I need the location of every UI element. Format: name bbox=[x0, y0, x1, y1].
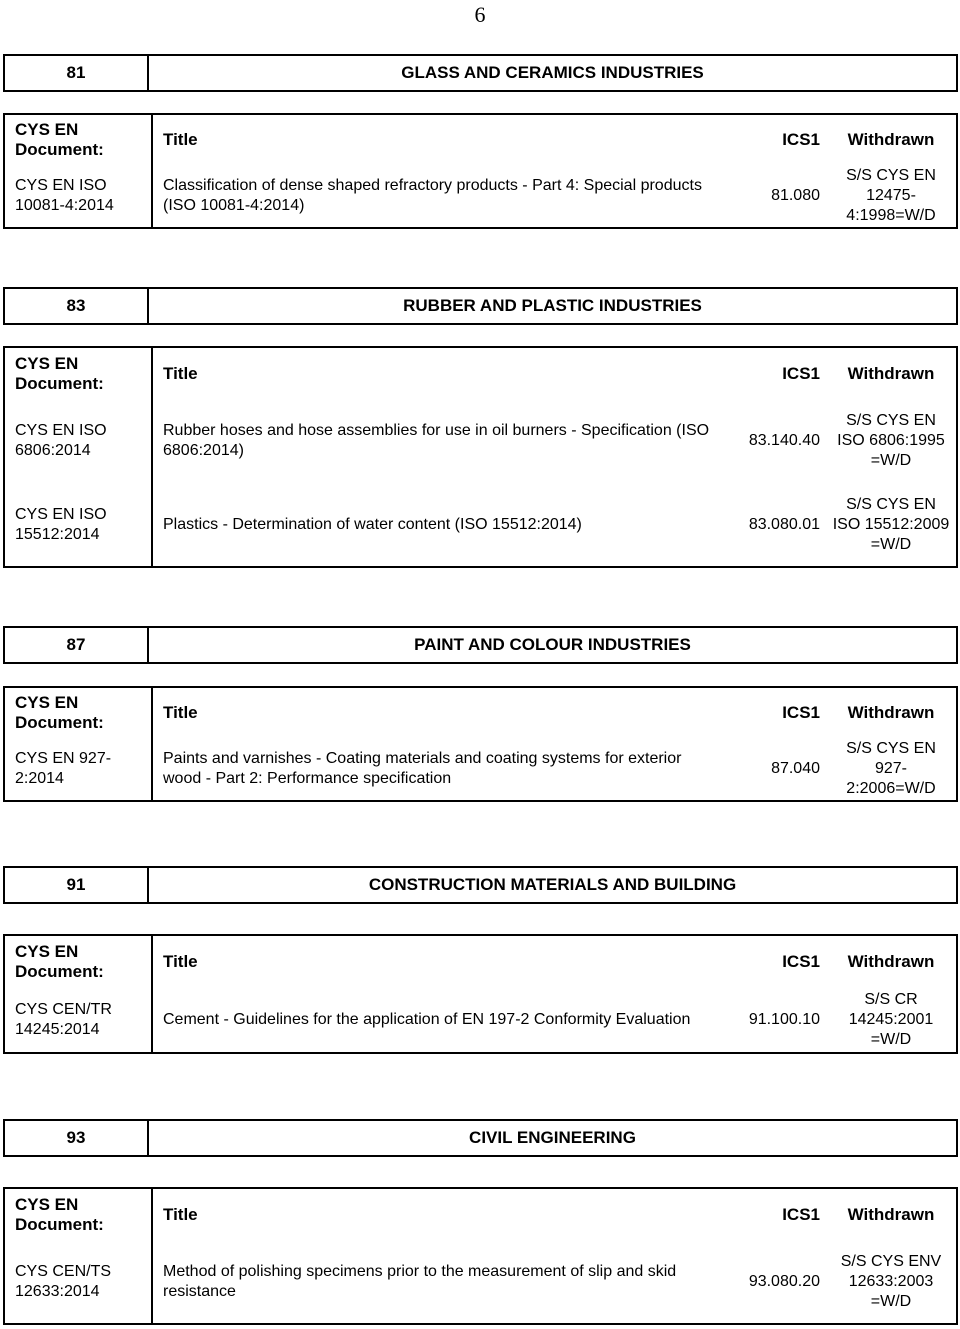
header-title: Title bbox=[163, 129, 198, 149]
doc-title: Method of polishing specimens prior to the measurement of slip and skid resistance bbox=[163, 1262, 677, 1300]
table-header-row bbox=[4, 347, 957, 399]
doc-withdrawn: S/S CYS EN ISO 15512:2009 =W/D bbox=[832, 495, 950, 553]
section-table-81 bbox=[3, 113, 958, 229]
table-row bbox=[4, 737, 957, 801]
section-name: CIVIL ENGINEERING bbox=[469, 1128, 636, 1147]
section-table-91 bbox=[3, 934, 958, 1054]
header-ics: ICS1 bbox=[782, 129, 820, 149]
section-table-87 bbox=[3, 686, 958, 802]
section-header-83 bbox=[3, 287, 958, 325]
header-document: CYS EN Document: bbox=[4, 687, 152, 737]
doc-title: Cement - Guidelines for the application of EN 197-2 Conformity Evaluation bbox=[163, 1010, 691, 1028]
doc-number: CYS CEN/TR 14245:2014 bbox=[4, 987, 152, 1053]
doc-title: Rubber hoses and hose assemblies for use in oil burners - Specification (ISO 6806:2014) bbox=[163, 422, 710, 459]
doc-ics: 81.080 bbox=[771, 186, 820, 204]
table-row bbox=[4, 987, 957, 1053]
section-name: RUBBER AND PLASTIC INDUSTRIES bbox=[403, 296, 702, 315]
doc-number: CYS EN ISO 6806:2014 bbox=[4, 399, 152, 483]
doc-title: Paints and varnishes - Coating materials and coating systems for exterior wood - Part 2: Performance specification bbox=[163, 749, 682, 787]
header-ics: ICS1 bbox=[782, 951, 820, 971]
header-withdrawn: Withdrawn bbox=[847, 951, 935, 971]
section-code: 91 bbox=[5, 868, 149, 902]
header-withdrawn: Withdrawn bbox=[847, 363, 935, 383]
section-code: 93 bbox=[5, 1121, 149, 1155]
header-withdrawn: Withdrawn bbox=[847, 1204, 935, 1224]
section-table-93 bbox=[3, 1187, 958, 1325]
doc-withdrawn: S/S CR 14245:2001 =W/D bbox=[848, 990, 934, 1048]
doc-withdrawn: S/S CYS EN 12475-4:1998=W/D bbox=[846, 166, 936, 224]
table-row bbox=[4, 399, 957, 483]
section-name: PAINT AND COLOUR INDUSTRIES bbox=[414, 635, 691, 654]
doc-withdrawn: S/S CYS EN ISO 6806:1995 =W/D bbox=[837, 412, 945, 469]
doc-ics: 83.140.40 bbox=[748, 432, 820, 449]
section-table-83 bbox=[3, 346, 958, 568]
section-header-91 bbox=[3, 866, 958, 904]
doc-ics: 91.100.10 bbox=[748, 1010, 820, 1028]
header-title: Title bbox=[163, 1204, 198, 1224]
table-header-row bbox=[4, 1188, 957, 1240]
section-code: 87 bbox=[5, 628, 149, 662]
table-row bbox=[4, 1240, 957, 1324]
doc-ics: 83.080.01 bbox=[748, 515, 820, 533]
header-title: Title bbox=[163, 951, 198, 971]
table-header-row bbox=[4, 114, 957, 164]
table-row bbox=[4, 164, 957, 228]
doc-withdrawn: S/S CYS EN 927-2:2006=W/D bbox=[846, 739, 936, 797]
doc-ics: 93.080.20 bbox=[748, 1272, 820, 1290]
header-title: Title bbox=[163, 702, 198, 722]
doc-ics: 87.040 bbox=[771, 759, 820, 777]
section-header-81 bbox=[3, 54, 958, 92]
header-withdrawn: Withdrawn bbox=[847, 129, 935, 149]
header-document: CYS EN Document: bbox=[4, 347, 152, 399]
header-document: CYS EN Document: bbox=[4, 935, 152, 987]
table-row bbox=[4, 483, 957, 567]
doc-number: CYS EN 927-2:2014 bbox=[4, 737, 152, 801]
section-code: 81 bbox=[5, 56, 149, 90]
doc-title: Classification of dense shaped refractory products - Part 4: Special products (ISO 10081-4:2014) bbox=[163, 176, 702, 214]
doc-number: CYS EN ISO 15512:2014 bbox=[4, 483, 152, 567]
doc-title: Plastics - Determination of water content (ISO 15512:2014) bbox=[163, 515, 582, 533]
section-code: 83 bbox=[5, 289, 149, 323]
doc-withdrawn: S/S CYS ENV 12633:2003 =W/D bbox=[840, 1252, 942, 1310]
doc-number: CYS CEN/TS 12633:2014 bbox=[4, 1240, 152, 1324]
section-header-93 bbox=[3, 1119, 958, 1157]
header-withdrawn: Withdrawn bbox=[847, 702, 935, 722]
header-ics: ICS1 bbox=[782, 702, 820, 722]
header-document: CYS EN Document: bbox=[4, 114, 152, 164]
header-ics: ICS1 bbox=[782, 1204, 820, 1224]
section-header-87 bbox=[3, 626, 958, 664]
table-header-row bbox=[4, 935, 957, 987]
section-name: GLASS AND CERAMICS INDUSTRIES bbox=[401, 63, 704, 82]
section-name: CONSTRUCTION MATERIALS AND BUILDING bbox=[368, 875, 737, 894]
header-document: CYS EN Document: bbox=[4, 1188, 152, 1240]
table-header-row bbox=[4, 687, 957, 737]
header-title: Title bbox=[163, 363, 198, 383]
header-ics: ICS1 bbox=[782, 363, 820, 383]
doc-number: CYS EN ISO 10081-4:2014 bbox=[4, 164, 152, 228]
page-number: 6 bbox=[474, 2, 486, 27]
